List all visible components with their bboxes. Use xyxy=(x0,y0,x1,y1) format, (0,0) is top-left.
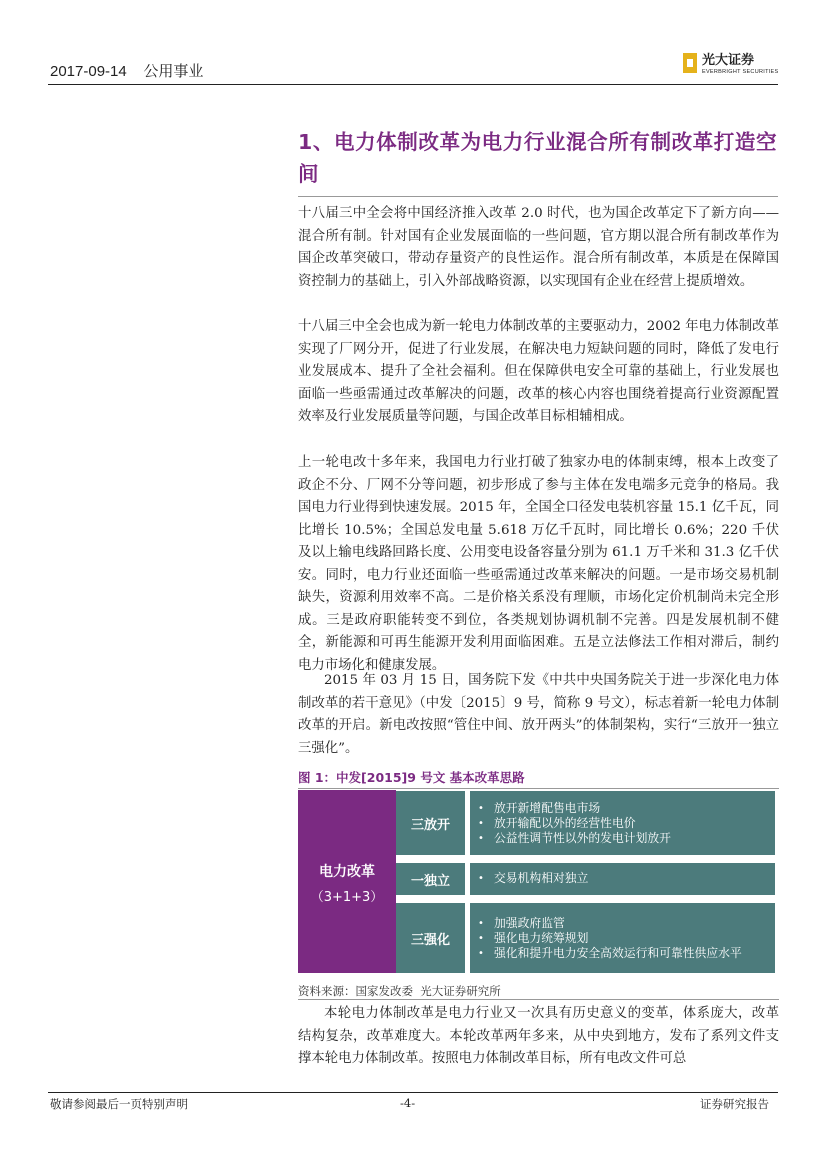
list-item: • 加强政府监管 xyxy=(494,916,775,931)
reform-diagram xyxy=(298,790,778,975)
logo-name-en: EVERBRIGHT SECURITIES xyxy=(702,69,779,75)
category-three-strengthen: 三强化 xyxy=(396,903,465,973)
figure-source: 资料来源：国家发改委 光大证券研究所 xyxy=(298,984,501,998)
paragraph-4: 2015 年 03 月 15 日，国务院下发《中共中央国务院关于进一步深化电力体制改革的若干意见》（中发〔2015〕9 号，简称 9 号文），标志着新一轮电力体制改革的开启。新电改按照“管住中间、放开两头”的体制架构，实行“三放开一独立三强化”。 xyxy=(298,673,779,756)
section-title: 1、电力体制改革为电力行业混合所有制改革打造空间 xyxy=(298,130,778,186)
report-date-sector: 2017-09-14 公用事业 xyxy=(50,63,204,80)
paragraph-5: 本轮电力体制改革是电力行业又一次具有历史意义的变革，体系庞大，改革结构复杂，改革难度大。本轮改革两年多来，从中央到地方，发布了系列文件支撑本轮电力体制改革。按照电力体制改革目标，所有电改文件可总 xyxy=(298,1006,779,1066)
logo-name-cn: 光大证券 xyxy=(702,53,755,68)
list-item: • 公益性调节性以外的发电计划放开 xyxy=(494,831,775,846)
title-divider xyxy=(298,196,778,197)
category-one-independent: 一独立 xyxy=(396,863,465,895)
footer-divider xyxy=(48,1092,778,1093)
logo-mark-icon xyxy=(683,53,697,73)
list-item: • 放开输配以外的经营性电价 xyxy=(494,816,775,831)
header-divider xyxy=(48,84,778,85)
detail-one-independent xyxy=(470,863,775,895)
reform-main-label: 电力改革 xyxy=(319,864,375,880)
reform-main-block xyxy=(298,790,396,973)
source-divider xyxy=(298,999,779,1000)
list-item: • 放开新增配售电市场 xyxy=(494,801,775,816)
company-logo xyxy=(683,53,779,79)
list-item: • 强化和提升电力安全高效运行和可靠性供应水平 xyxy=(494,946,775,961)
list-item: • 交易机构相对独立 xyxy=(494,871,775,886)
figure-title-divider xyxy=(298,788,779,789)
paragraph-3: 上一轮电改十多年来，我国电力行业打破了独家办电的体制束缚，根本上改变了政企不分、厂网不分等问题，初步形成了参与主体在发电端多元竞争的格局。我国电力行业得到快速发展。2015 年，全国全口径发电装机容量 15.1 亿千瓦，同比增长 10.5%；全国总发电量 5.618 万亿千瓦时，同比增长 0.6%；220 千伏及以上输电线路回路长度、公用变电设备容量分别为 61.1 万千米和 31.3 亿千伏安。同时，电力行业还面临一些亟需通过改革来解决的问题。一是市场交易机制缺失，资源利用效率不高。二是价格关系没有理顺，市场化定价机制尚未完全形成。三是政府职能转变不到位，各类规划协调机制不完善。四是发展机制不健全，新能源和可再生能源开发利用面临困难。五是立法修法工作相对滞后，制约电力市场化和健康发展。 xyxy=(298,455,779,673)
paragraph-1: 十八届三中全会将中国经济推入改革 2.0 时代，也为国企改革定下了新方向——混合所有制。针对国有企业发展面临的一些问题，官方期以混合所有制改革作为国企改革突破口，带动存量资产的良性运作。混合所有制改革，本质是在保障国资控制力的基础上，引入外部战略资源，以实现国有企业在经营上提质增效。 xyxy=(298,206,779,289)
figure-title: 图 1：中发[2015]9 号文 基本改革思路 xyxy=(298,770,525,785)
footer-disclaimer: 敬请参阅最后一页特别声明 xyxy=(50,1097,188,1111)
category-three-open: 三放开 xyxy=(396,791,465,855)
paragraph-2: 十八届三中全会也成为新一轮电力体制改革的主要驱动力，2002 年电力体制改革实现了厂网分开，促进了行业发展，在解决电力短缺问题的同时，降低了发电行业发展成本、提升了全社会福利。但在保障供电安全可靠的基础上，行业发展也面临一些亟需通过改革解决的问题，改革的核心内容也围绕着提高行业资源配置效率及行业发展质量等问题，与国企改革目标相辅相成。 xyxy=(298,319,779,424)
footer-report-type: 证券研究报告 xyxy=(700,1097,769,1111)
page-number: -4- xyxy=(400,1096,416,1110)
detail-three-strengthen xyxy=(470,903,775,973)
reform-main-sub: （3+1+3） xyxy=(310,890,384,905)
list-item: • 强化电力统筹规划 xyxy=(494,931,775,946)
detail-three-open xyxy=(470,791,775,855)
